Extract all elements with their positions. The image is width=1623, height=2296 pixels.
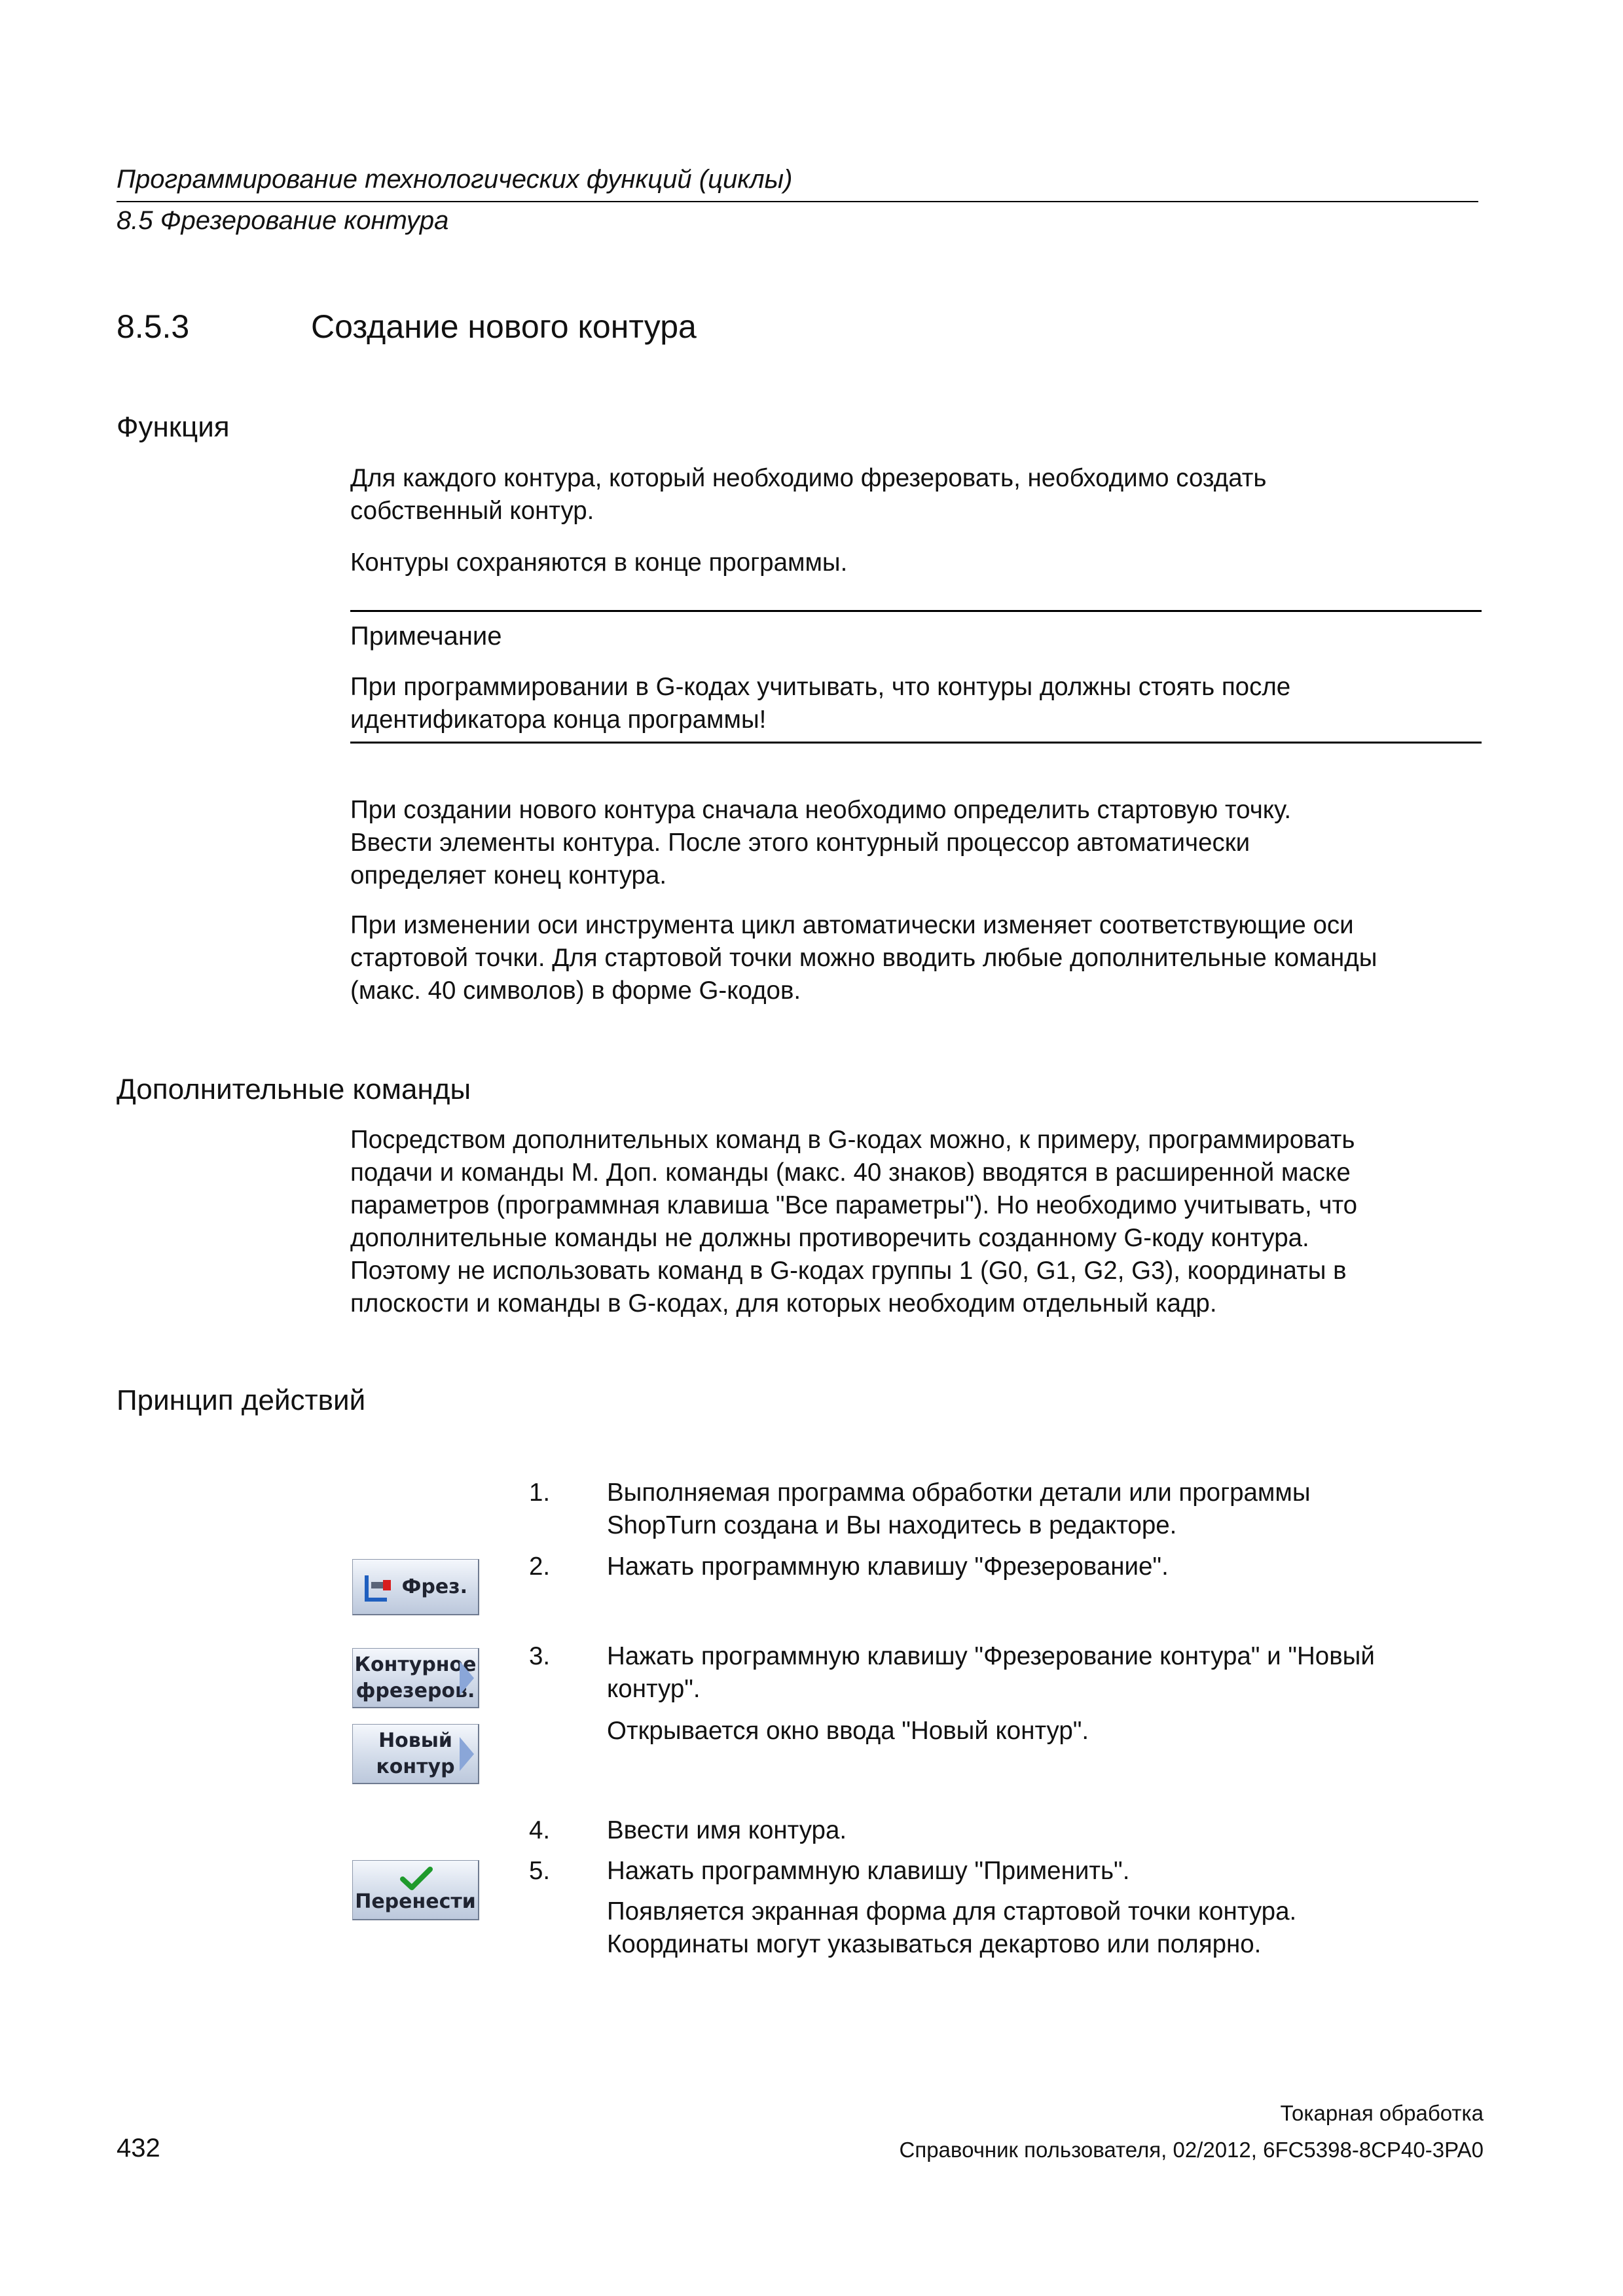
principle-heading: Принцип действий <box>117 1384 366 1416</box>
step-text: Нажать программную клавишу "Фрезерование контура" и "Новый контур". <box>607 1642 1375 1703</box>
step-text: Открывается окно ввода "Новый контур". <box>607 1717 1089 1745</box>
note-text: При программировании в G-кодах учитывать, что контуры должны стоять после идентификатора конца программы! <box>350 673 1291 734</box>
milling-softkey[interactable] <box>352 1559 479 1615</box>
running-header-section: 8.5 Фрезерование контура <box>117 206 449 235</box>
additional-commands-text: Посредством дополнительных команд в G-кодах можно, к примеру, программировать подачи и команды М. Доп. команды (макс. 40 знаков) вводятся в расширенной маске параметров (программная клавиша "Все параметры"). Но необходимо учитывать, что дополнительные команды не должны противоречить созданному G-коду контура. Поэтому не использовать команд в G-кодах группы 1 (G0, G1, G2, G3), координаты в плоскости и команды в G-кодах, для которых необходим отдельный кадр. <box>350 1126 1358 1318</box>
chevron-right-icon <box>460 1661 474 1695</box>
note-bottom-rule <box>350 742 1482 744</box>
footer-manual: Справочник пользователя, 02/2012, 6FC5398-8CP40-3PA0 <box>899 2138 1484 2162</box>
page-number: 432 <box>117 2134 160 2162</box>
running-header-chapter: Программирование технологических функций (циклы) <box>117 165 793 194</box>
header-divider <box>117 201 1478 202</box>
step-text: Нажать программную клавишу "Фрезерование". <box>607 1552 1169 1581</box>
accept-softkey[interactable] <box>352 1860 479 1920</box>
contour-milling-softkey[interactable] <box>352 1648 479 1708</box>
step-text: Нажать программную клавишу "Применить". <box>607 1857 1130 1885</box>
body-paragraph-3: При создании нового контура сначала необходимо определить стартовую точку. Ввести элементы контура. После этого контурный процессор автоматически определяет конец контура. <box>350 796 1292 889</box>
step-number: 1. <box>529 1479 551 1507</box>
accept-softkey-label: Перенести <box>355 1890 476 1913</box>
new-contour-softkey-label: Новый контур <box>376 1729 455 1778</box>
step-text: Выполняемая программа обработки детали или программы ShopTurn создана и Вы находитесь в редакторе. <box>607 1479 1311 1539</box>
function-paragraph-2: Контуры сохраняются в конце программы. <box>350 548 848 577</box>
function-paragraph-1: Для каждого контура, который необходимо фрезеровать, необходимо создать собственный контур. <box>350 464 1267 525</box>
body-paragraph-4: При изменении оси инструмента цикл автоматически изменяет соответствующие оси стартовой точки. Для стартовой точки можно вводить любые дополнительные команды (макс. 40 символов) в форме G-кодов. <box>350 911 1377 1005</box>
additional-commands-heading: Дополнительные команды <box>117 1073 471 1105</box>
function-heading: Функция <box>117 411 230 443</box>
contour-milling-softkey-label: Контурное фрезеров. <box>354 1653 477 1702</box>
note-title: Примечание <box>350 622 502 651</box>
footer-product: Токарная обработка <box>1280 2101 1484 2125</box>
milling-softkey-label: Фрез. <box>401 1575 467 1598</box>
note-top-rule <box>350 610 1482 612</box>
step-text: Появляется экранная форма для стартовой точки контура. Координаты могут указываться декартово или полярно. <box>607 1897 1297 1958</box>
chevron-right-icon <box>460 1737 474 1771</box>
section-title: Создание нового контура <box>311 308 697 345</box>
step-number: 4. <box>529 1816 551 1844</box>
step-text: Ввести имя контура. <box>607 1816 847 1844</box>
step-number: 2. <box>529 1552 551 1581</box>
step-number: 3. <box>529 1642 551 1670</box>
step-number: 5. <box>529 1857 551 1885</box>
checkmark-icon <box>400 1866 433 1891</box>
section-number: 8.5.3 <box>117 308 190 345</box>
new-contour-softkey[interactable] <box>352 1724 479 1784</box>
milling-cutter-icon <box>362 1571 395 1604</box>
